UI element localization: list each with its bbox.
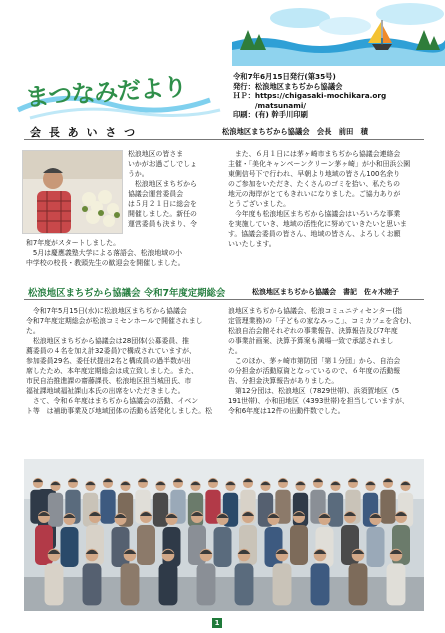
- greeting-col2-line: 地元の海岸がとてもきれいになりました。ご協力ありが: [228, 190, 401, 198]
- greeting-col1-line: 開催しました。新任の: [128, 210, 197, 218]
- masthead-title: まつなみだより: [24, 72, 187, 112]
- chairman-photo-image: [23, 151, 122, 233]
- meeting-col2-line: 191世帯)、小和田地区（4393世帯)を担当していますが、: [228, 397, 409, 405]
- group-photo: [24, 459, 424, 611]
- greeting-col1-line: うか。: [128, 170, 149, 178]
- greeting-col2-line: を実施していき、地域の活性化に努めていきたいと思いま: [228, 220, 407, 228]
- greeting-col1-line: は５月２１日に総会を: [128, 200, 197, 208]
- greeting-col1-line: 5月は慶應義塾大学による落語会、松浪地域の小: [26, 249, 182, 257]
- greeting-col1-line: 松浪地区まちぢから: [128, 180, 197, 188]
- meeting-col1-line: 福祉課地域福祉課山本氏の出席をいただきました。: [26, 387, 185, 395]
- meeting-col2: [228, 306, 426, 416]
- meeting-col1-line: 市民自治推進課の齋藤課長、松浪地区担当城田氏、市: [26, 377, 192, 385]
- greeting-col2-line: いいたします。: [228, 240, 276, 248]
- meeting-col2-line: 松浪自治会館それぞれの事業報告、決算報告及び7年度: [228, 327, 398, 335]
- greeting-col1-line: 和7年度がスタートしました。: [26, 239, 120, 247]
- meeting-rule: [24, 299, 424, 300]
- meeting-col1-line: 令和7年度定期総会が松浪コミセンホールで開催されまし: [26, 317, 203, 325]
- meeting-col1-line: 薦委員の４名を加え計32委員)で構成されていますが、: [26, 347, 196, 355]
- homepage-url-cont[interactable]: /matsunami/: [233, 100, 306, 110]
- meeting-col1-line: ト等 は補助事業及び地域団体の活動も活発化しました。松: [26, 407, 213, 415]
- greeting-heading: 会 長 あ い さ つ: [30, 126, 138, 139]
- greeting-col2-line: とうございました。: [228, 200, 291, 208]
- greeting-col2-line: 主催・「美化キャンペーンクリーン茅ヶ崎」が小和田浜公園: [228, 160, 411, 168]
- masthead-title-block: [24, 36, 220, 126]
- greeting-col2-line: す。協議会委員の皆さん、地域の皆さん、よろしくお願: [228, 230, 401, 238]
- issue-info: [233, 72, 438, 120]
- meeting-col1: [26, 306, 220, 416]
- printer: 印刷：(有) 幹手川印刷: [233, 110, 308, 120]
- group-photo-image: [24, 459, 424, 611]
- meeting-col2-line: 浪地区まちぢから協議会、松浪コミュニティセンター(指: [228, 307, 402, 315]
- meeting-col2-line: 定管理業務)の「子どもの家なみっこ」、コミカフェを含む)、: [228, 317, 416, 325]
- meeting-col2-line: の分担金が活動原資となっているので、６年度の活動報: [228, 367, 401, 375]
- meeting-heading: 松浪地区まちぢから協議会 令和7年度定期総会: [28, 288, 226, 299]
- greeting-col1-line: いかがお過ごしでしょ: [128, 160, 197, 168]
- publisher: 発行：松浪地区まちぢから協議会: [233, 81, 343, 91]
- meeting-col2-line: の事業計画案、決算予算案も満場一致で承認されまし: [228, 337, 394, 345]
- greeting-col1-line: 運営委員も決まり、令: [128, 220, 197, 228]
- page-number: 1: [212, 618, 222, 628]
- greeting-org: 松浪地区まちぢから協議会 会長 前田 積: [222, 127, 368, 136]
- homepage-url[interactable]: ＨＰ：https://chigasaki-mochikara.org: [233, 91, 387, 101]
- greeting-col2: [228, 149, 426, 249]
- meeting-col1-line: た。: [26, 327, 40, 335]
- masthead: [0, 0, 445, 120]
- greeting-col2-line: 東側信号下で行われ、早朝より地域の皆さん100名余り: [228, 170, 401, 178]
- meeting-byline: 松浪地区まちぢから協議会 書記 佐々木睦子: [252, 288, 399, 296]
- greeting-col1: [128, 149, 214, 229]
- greeting-col2-line: 今年度も松浪地区まちぢから協議会はいろいろな事業: [228, 210, 401, 218]
- meeting-col2-line: 令和6年度は12件の出動件数でした。: [228, 407, 345, 415]
- greeting-col1-line: 松浪地区の皆さま: [128, 150, 184, 158]
- greeting-col2-line: のご参加をいただき、たくさんのゴミを拾い、私たちの: [228, 180, 400, 188]
- meeting-col1-line: 松浪地区まちぢから協議会は28団体(公募委員、推: [26, 337, 190, 345]
- chairman-photo: [22, 150, 123, 234]
- issue-date: 令和7年6月15日発行(第35号): [233, 72, 336, 81]
- meeting-col2-line: 第12分団は、松浪地区（7829世帯)、浜須賀地区（5: [228, 387, 400, 395]
- greeting-col1-line: 中学校の校長・教頭先生の歓迎会を開催しました。: [26, 259, 185, 267]
- greeting-col2-line: また、６月１日には茅ヶ崎市まちぢから協議会連絡会: [228, 150, 401, 158]
- meeting-col2-line: た。: [228, 347, 242, 355]
- meeting-col1-line: 令和7年5月15日(水)に松浪地区まちぢから協議会: [26, 307, 187, 315]
- greeting-col1-line: 協議会運営委員会: [128, 190, 184, 198]
- meeting-col1-line: さて、令和６年度はまちぢから協議会の活動、イベン: [26, 397, 199, 405]
- meeting-col2-line: 告、分担金決算報告がありました。: [228, 377, 339, 385]
- meeting-col1-line: 席したため、本年度定期総会は成立致しました。また、: [26, 367, 198, 375]
- greeting-col1-wide: [26, 238, 216, 268]
- greeting-rule: [24, 139, 424, 140]
- meeting-col2-line: このほか、茅ヶ崎市第防団「第１分団」から、自治会: [228, 357, 401, 365]
- meeting-col1-line: 参加委員29名、委任状提出2名と構成員の過半数が出: [26, 357, 191, 365]
